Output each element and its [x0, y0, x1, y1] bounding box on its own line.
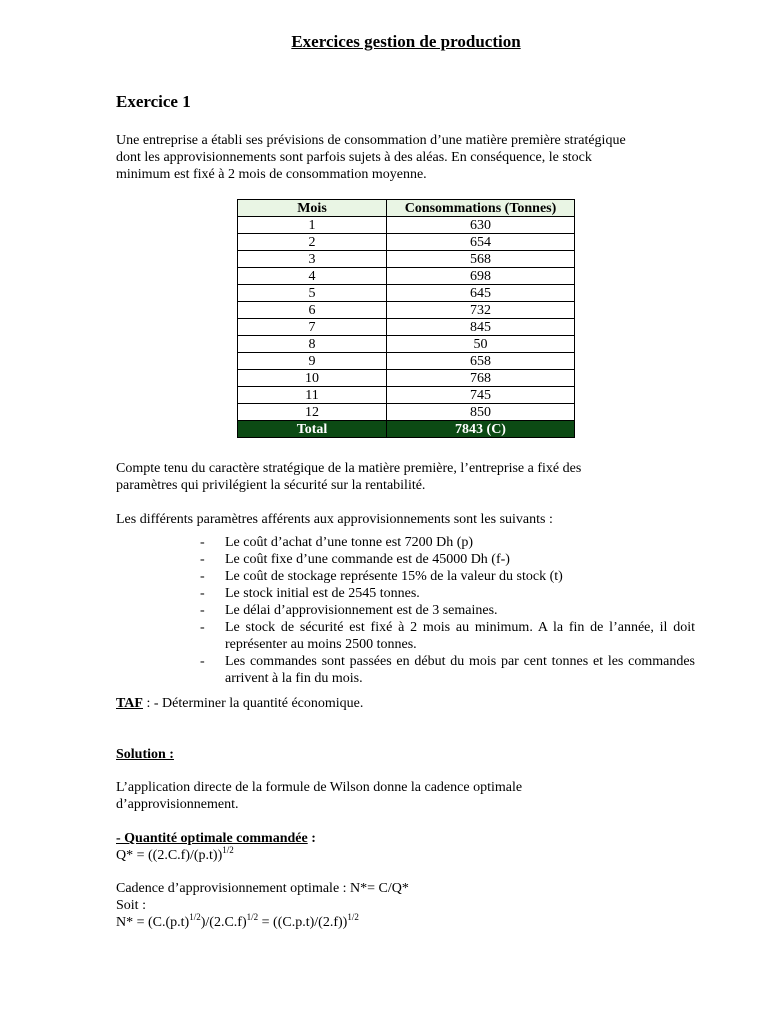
consumption-cell: 645	[387, 285, 575, 302]
consumption-cell: 658	[387, 353, 575, 370]
list-item	[200, 653, 695, 687]
month-cell: 12	[238, 404, 387, 421]
table-row	[238, 251, 575, 268]
list-item	[200, 534, 695, 551]
month-cell: 8	[238, 336, 387, 353]
exercise-heading: Exercice 1	[116, 92, 191, 111]
quantity-heading: - Quantité optimale commandée	[116, 831, 308, 846]
table-row	[238, 336, 575, 353]
dash-bullet: -	[200, 586, 205, 601]
list-item-text: Le stock initial est de 2545 tonnes.	[225, 586, 420, 601]
consumption-cell: 698	[387, 268, 575, 285]
list-item-text: Les commandes sont passées en début du mois par cent tonnes et les commandes arrivent à la fin du mois.	[225, 654, 695, 686]
soit-line: Soit :	[116, 898, 146, 913]
exponent: 1/2	[246, 912, 259, 922]
taf-text: : - Déterminer la quantité économique.	[142, 696, 364, 711]
month-cell: 6	[238, 302, 387, 319]
column-header-consumption: Consommations (Tonnes)	[387, 200, 575, 217]
consumption-cell: 768	[387, 370, 575, 387]
table-row	[238, 217, 575, 234]
month-cell: 1	[238, 217, 387, 234]
intro-line: dont les approvisionnements sont parfois sujets à des aléas. En conséquence, le stock	[116, 150, 592, 165]
consumption-cell: 745	[387, 387, 575, 404]
consumption-cell: 568	[387, 251, 575, 268]
exponent: 1/2	[189, 912, 201, 922]
parameters-list	[200, 534, 695, 687]
n-formula	[116, 914, 706, 931]
dash-bullet: -	[200, 552, 205, 567]
month-cell: 10	[238, 370, 387, 387]
consumption-cell: 845	[387, 319, 575, 336]
month-cell: 11	[238, 387, 387, 404]
solution-heading: Solution :	[116, 747, 174, 762]
taf-label: TAF	[116, 696, 143, 711]
intro-line: minimum est fixé à 2 mois de consommation moyenne.	[116, 167, 427, 182]
consumption-table	[237, 199, 575, 438]
table-row	[238, 234, 575, 251]
total-label-cell: Total	[238, 421, 387, 438]
n-formula-part: = ((C.p.t)/(2.f))	[258, 915, 348, 930]
q-formula-text: Q* = ((2.C.f)/(p.t))	[116, 848, 223, 863]
dash-bullet: -	[200, 654, 205, 669]
list-item-text: Le coût de stockage représente 15% de la valeur du stock (t)	[225, 569, 563, 584]
dash-bullet: -	[200, 620, 205, 635]
consumption-cell: 50	[387, 336, 575, 353]
n-formula-part: )/(2.C.f)	[200, 915, 247, 930]
month-cell: 5	[238, 285, 387, 302]
consumption-cell: 850	[387, 404, 575, 421]
list-item-text: Le coût fixe d’une commande est de 45000 Dh (f-)	[225, 552, 510, 567]
list-item	[200, 602, 695, 619]
consumption-cell: 630	[387, 217, 575, 234]
taf-line	[116, 695, 706, 712]
table-row	[238, 353, 575, 370]
table-total-row	[238, 421, 575, 438]
context-line: paramètres qui privilégient la sécurité sur la rentabilité.	[116, 478, 426, 493]
exponent: 1/2	[347, 912, 359, 922]
intro-line: Une entreprise a établi ses prévisions de consommation d’une matière première stratégique	[116, 133, 626, 148]
q-formula	[116, 847, 706, 864]
table-row	[238, 319, 575, 336]
quantity-heading-line	[116, 830, 706, 847]
table-row	[238, 387, 575, 404]
solution-intro	[116, 779, 706, 813]
list-item	[200, 568, 695, 585]
table-row	[238, 302, 575, 319]
document-title: Exercices gestion de production	[291, 32, 521, 51]
intro-paragraph	[116, 132, 706, 183]
quantity-heading-colon: :	[307, 831, 316, 846]
month-cell: 7	[238, 319, 387, 336]
solution-intro-line: d’approvisionnement.	[116, 797, 239, 812]
month-cell: 2	[238, 234, 387, 251]
list-item-text: Le coût d’achat d’une tonne est 7200 Dh (p)	[225, 535, 474, 550]
list-item	[200, 585, 695, 602]
table-header-row	[238, 200, 575, 217]
dash-bullet: -	[200, 535, 205, 550]
total-value-cell: 7843 (C)	[387, 421, 575, 438]
table-row	[238, 285, 575, 302]
params-intro: Les différents paramètres afférents aux approvisionnements sont les suivants :	[116, 512, 553, 527]
list-item	[200, 619, 695, 653]
table-row	[238, 268, 575, 285]
list-item	[200, 551, 695, 568]
list-item-text: Le stock de sécurité est fixé à 2 mois au minimum. A la fin de l’année, il doit représenter au moins 2500 tonnes.	[225, 620, 695, 652]
table-row	[238, 370, 575, 387]
consumption-cell: 732	[387, 302, 575, 319]
column-header-month: Mois	[238, 200, 387, 217]
cadence-line: Cadence d’approvisionnement optimale : N*= C/Q*	[116, 881, 409, 896]
solution-intro-line: L’application directe de la formule de Wilson donne la cadence optimale	[116, 780, 523, 795]
list-item-text: Le délai d’approvisionnement est de 3 semaines.	[225, 603, 498, 618]
context-line: Compte tenu du caractère stratégique de la matière première, l’entreprise a fixé des	[116, 461, 582, 476]
context-paragraph	[116, 460, 706, 494]
dash-bullet: -	[200, 569, 205, 584]
month-cell: 4	[238, 268, 387, 285]
dash-bullet: -	[200, 603, 205, 618]
consumption-cell: 654	[387, 234, 575, 251]
n-formula-part: N* = (C.(p.t)	[116, 915, 190, 930]
month-cell: 9	[238, 353, 387, 370]
exponent: 1/2	[222, 845, 234, 855]
table-row	[238, 404, 575, 421]
month-cell: 3	[238, 251, 387, 268]
